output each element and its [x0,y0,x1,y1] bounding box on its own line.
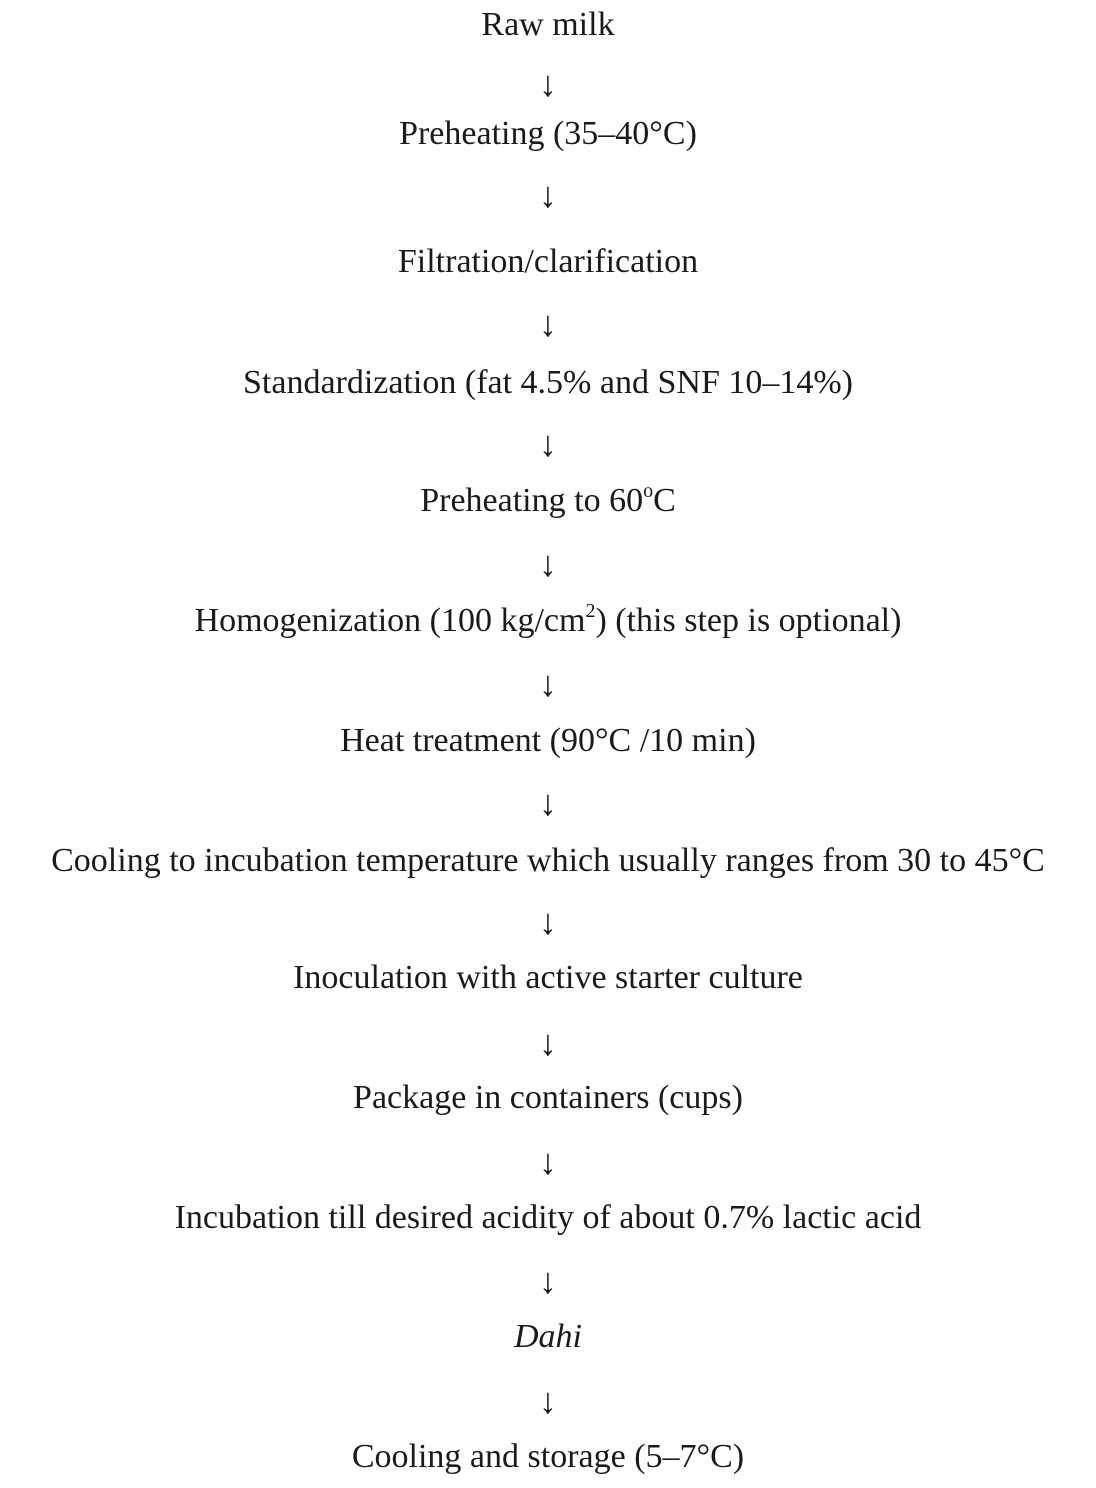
step-raw-milk: Raw milk [481,6,615,43]
step-preheating-35-40: Preheating (35–40°C) [399,115,697,152]
step-cooling-and-storage: Cooling and storage (5–7°C) [351,1438,745,1475]
step-inoculation: Inoculation with active starter culture [293,959,803,996]
down-arrow-icon: ↓ [539,544,557,584]
down-arrow-icon: ↓ [539,64,557,104]
down-arrow-icon: ↓ [539,175,557,215]
step-superscript: o [643,480,654,502]
step-heat-treatment: Heat treatment (90°C /10 min) [340,722,756,759]
step-superscript: 2 [585,600,596,622]
down-arrow-icon: ↓ [539,1381,557,1421]
step-text: C [653,482,676,519]
step-package-in-containers: Package in containers (cups) [353,1079,743,1116]
step-preheating-to-60 [0,480,1096,519]
step-standardization: Standardization (fat 4.5% and SNF 10–14%) [243,364,853,401]
step-incubation: Incubation till desired acidity of about 0.7% lactic acid [174,1199,922,1236]
step-homogenization [0,600,1096,639]
down-arrow-icon: ↓ [539,1023,557,1063]
step-text: Preheating to 60 [420,482,644,519]
down-arrow-icon: ↓ [539,783,557,823]
step-text: Homogenization (100 kg/cm [194,602,586,639]
down-arrow-icon: ↓ [539,1261,557,1301]
down-arrow-icon: ↓ [539,664,557,704]
step-dahi: Dahi [514,1318,582,1355]
step-cooling-to-incubation: Cooling to incubation temperature which usually ranges from 30 to 45°C [51,842,1045,879]
down-arrow-icon: ↓ [539,1142,557,1182]
down-arrow-icon: ↓ [539,304,557,344]
step-filtration-clarification: Filtration/clarification [397,243,699,280]
down-arrow-icon: ↓ [539,902,557,942]
down-arrow-icon: ↓ [539,424,557,464]
step-text: ) (this step is optional) [595,602,902,639]
